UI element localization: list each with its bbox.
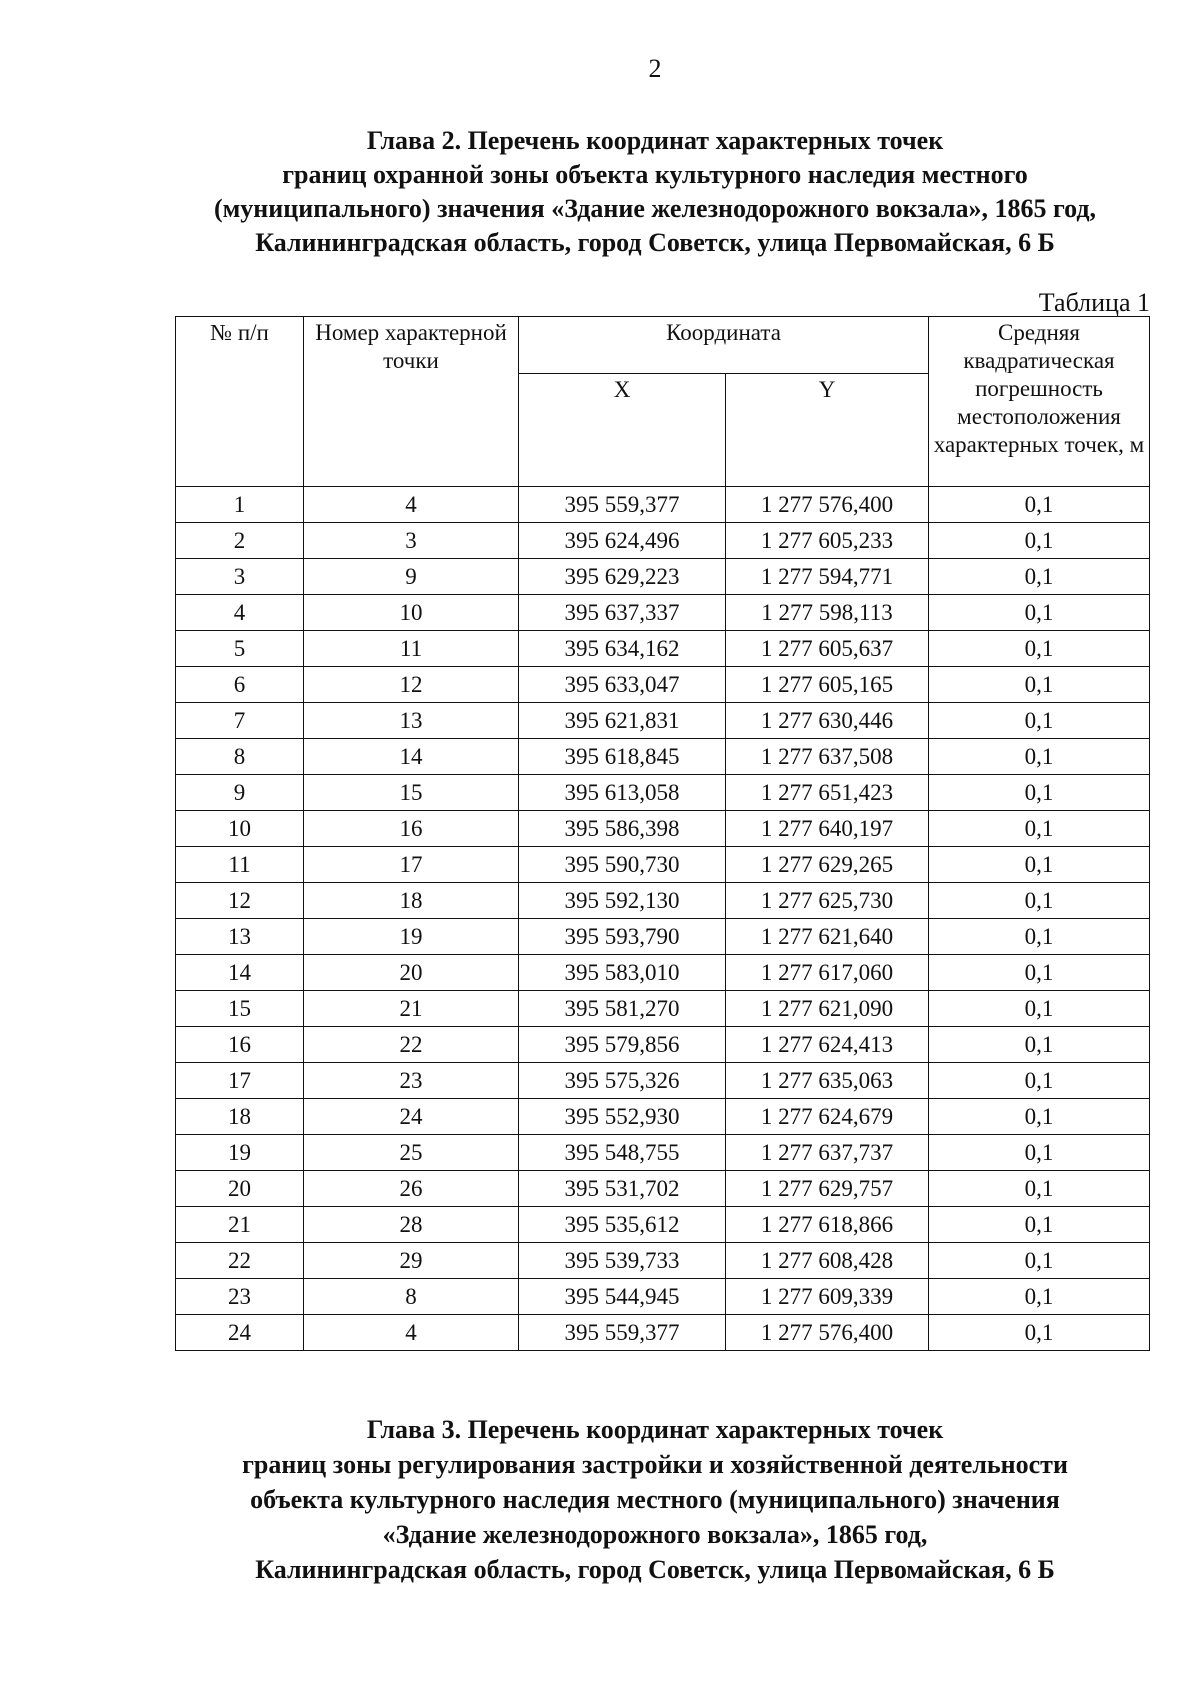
cell-point-number: 29 xyxy=(304,1243,519,1279)
cell-x: 395 629,223 xyxy=(519,559,726,595)
cell-num: 23 xyxy=(176,1279,304,1315)
table-row xyxy=(176,631,1150,667)
chapter-2-heading xyxy=(150,124,1160,260)
cell-error: 0,1 xyxy=(929,739,1150,775)
cell-x: 395 552,930 xyxy=(519,1099,726,1135)
cell-error: 0,1 xyxy=(929,1243,1150,1279)
cell-point-number: 22 xyxy=(304,1027,519,1063)
coordinates-table xyxy=(175,316,1150,1351)
cell-num: 13 xyxy=(176,919,304,955)
cell-num: 16 xyxy=(176,1027,304,1063)
cell-point-number: 12 xyxy=(304,667,519,703)
cell-num: 15 xyxy=(176,991,304,1027)
cell-num: 19 xyxy=(176,1135,304,1171)
cell-point-number: 3 xyxy=(304,523,519,559)
cell-error: 0,1 xyxy=(929,1135,1150,1171)
cell-num: 1 xyxy=(176,487,304,523)
cell-x: 395 559,377 xyxy=(519,487,726,523)
cell-error: 0,1 xyxy=(929,1315,1150,1351)
cell-point-number: 10 xyxy=(304,595,519,631)
cell-error: 0,1 xyxy=(929,991,1150,1027)
table-label: Таблица 1 xyxy=(1038,288,1150,317)
cell-error: 0,1 xyxy=(929,667,1150,703)
cell-num: 24 xyxy=(176,1315,304,1351)
header-y: Y xyxy=(726,374,929,487)
cell-num: 21 xyxy=(176,1207,304,1243)
heading-line: Калининградская область, город Советск, улица Первомайская, 6 Б xyxy=(255,1555,1055,1584)
cell-point-number: 20 xyxy=(304,955,519,991)
table-row xyxy=(176,739,1150,775)
cell-point-number: 4 xyxy=(304,1315,519,1351)
cell-point-number: 14 xyxy=(304,739,519,775)
heading-line: Глава 2. Перечень координат характерных точек xyxy=(366,126,944,155)
cell-x: 395 535,612 xyxy=(519,1207,726,1243)
table-row xyxy=(176,1315,1150,1351)
table-row xyxy=(176,1243,1150,1279)
cell-x: 395 593,790 xyxy=(519,919,726,955)
cell-y: 1 277 608,428 xyxy=(726,1243,929,1279)
cell-error: 0,1 xyxy=(929,595,1150,631)
heading-line: объекта культурного наследия местного (муниципального) значения xyxy=(250,1485,1060,1514)
header-x: X xyxy=(519,374,726,487)
cell-x: 395 613,058 xyxy=(519,775,726,811)
table-row xyxy=(176,523,1150,559)
cell-y: 1 277 629,265 xyxy=(726,847,929,883)
cell-num: 6 xyxy=(176,667,304,703)
cell-x: 395 544,945 xyxy=(519,1279,726,1315)
table-row xyxy=(176,1279,1150,1315)
cell-y: 1 277 637,508 xyxy=(726,739,929,775)
heading-line: Глава 3. Перечень координат характерных точек xyxy=(366,1415,944,1444)
cell-point-number: 26 xyxy=(304,1171,519,1207)
cell-point-number: 28 xyxy=(304,1207,519,1243)
cell-y: 1 277 618,866 xyxy=(726,1207,929,1243)
cell-error: 0,1 xyxy=(929,811,1150,847)
cell-x: 395 592,130 xyxy=(519,883,726,919)
cell-x: 395 539,733 xyxy=(519,1243,726,1279)
cell-point-number: 4 xyxy=(304,487,519,523)
heading-line: границ охранной зоны объекта культурного наследия местного xyxy=(282,160,1028,189)
cell-point-number: 9 xyxy=(304,559,519,595)
cell-error: 0,1 xyxy=(929,703,1150,739)
cell-point-number: 23 xyxy=(304,1063,519,1099)
cell-num: 18 xyxy=(176,1099,304,1135)
cell-point-number: 21 xyxy=(304,991,519,1027)
cell-x: 395 583,010 xyxy=(519,955,726,991)
cell-num: 8 xyxy=(176,739,304,775)
table-row xyxy=(176,1171,1150,1207)
cell-error: 0,1 xyxy=(929,487,1150,523)
cell-error: 0,1 xyxy=(929,631,1150,667)
cell-y: 1 277 617,060 xyxy=(726,955,929,991)
chapter-3-heading xyxy=(150,1412,1160,1587)
table-body xyxy=(176,487,1150,1351)
cell-error: 0,1 xyxy=(929,1063,1150,1099)
cell-x: 395 637,337 xyxy=(519,595,726,631)
cell-num: 5 xyxy=(176,631,304,667)
cell-num: 20 xyxy=(176,1171,304,1207)
cell-y: 1 277 621,640 xyxy=(726,919,929,955)
cell-y: 1 277 629,757 xyxy=(726,1171,929,1207)
cell-y: 1 277 640,197 xyxy=(726,811,929,847)
cell-x: 395 618,845 xyxy=(519,739,726,775)
table-row xyxy=(176,847,1150,883)
header-point-number: Номер характерной точки xyxy=(304,317,519,487)
cell-y: 1 277 609,339 xyxy=(726,1279,929,1315)
cell-num: 4 xyxy=(176,595,304,631)
cell-error: 0,1 xyxy=(929,955,1150,991)
cell-y: 1 277 605,165 xyxy=(726,667,929,703)
table-row xyxy=(176,775,1150,811)
cell-x: 395 581,270 xyxy=(519,991,726,1027)
cell-x: 395 621,831 xyxy=(519,703,726,739)
cell-num: 2 xyxy=(176,523,304,559)
cell-y: 1 277 630,446 xyxy=(726,703,929,739)
cell-y: 1 277 637,737 xyxy=(726,1135,929,1171)
heading-line: (муниципального) значения «Здание железнодорожного вокзала», 1865 год, xyxy=(213,194,1097,223)
header-coordinate: Координата xyxy=(519,317,929,374)
cell-point-number: 24 xyxy=(304,1099,519,1135)
cell-x: 395 575,326 xyxy=(519,1063,726,1099)
header-error-text: Средняя квадратическая погрешность местоположения характерных точек, м xyxy=(933,320,1145,457)
cell-point-number: 18 xyxy=(304,883,519,919)
cell-x: 395 548,755 xyxy=(519,1135,726,1171)
table-row xyxy=(176,955,1150,991)
cell-y: 1 277 598,113 xyxy=(726,595,929,631)
cell-point-number: 8 xyxy=(304,1279,519,1315)
table-row xyxy=(176,1135,1150,1171)
heading-line: Калининградская область, город Советск, улица Первомайская, 6 Б xyxy=(255,228,1055,257)
table-row xyxy=(176,811,1150,847)
cell-y: 1 277 635,063 xyxy=(726,1063,929,1099)
heading-line: границ зоны регулирования застройки и хозяйственной деятельности xyxy=(242,1450,1068,1479)
cell-y: 1 277 605,233 xyxy=(726,523,929,559)
cell-num: 11 xyxy=(176,847,304,883)
table-row xyxy=(176,991,1150,1027)
page-number: 2 xyxy=(648,54,662,83)
table-row xyxy=(176,667,1150,703)
cell-y: 1 277 594,771 xyxy=(726,559,929,595)
cell-num: 14 xyxy=(176,955,304,991)
header-num: № п/п xyxy=(176,317,304,487)
cell-x: 395 531,702 xyxy=(519,1171,726,1207)
table-row xyxy=(176,919,1150,955)
table-row xyxy=(176,1099,1150,1135)
cell-point-number: 13 xyxy=(304,703,519,739)
cell-y: 1 277 624,413 xyxy=(726,1027,929,1063)
cell-error: 0,1 xyxy=(929,919,1150,955)
cell-num: 9 xyxy=(176,775,304,811)
cell-num: 22 xyxy=(176,1243,304,1279)
cell-point-number: 25 xyxy=(304,1135,519,1171)
table-row xyxy=(176,1063,1150,1099)
cell-y: 1 277 605,637 xyxy=(726,631,929,667)
cell-error: 0,1 xyxy=(929,775,1150,811)
cell-error: 0,1 xyxy=(929,1171,1150,1207)
cell-num: 3 xyxy=(176,559,304,595)
cell-y: 1 277 576,400 xyxy=(726,487,929,523)
cell-num: 7 xyxy=(176,703,304,739)
cell-x: 395 634,162 xyxy=(519,631,726,667)
cell-point-number: 17 xyxy=(304,847,519,883)
cell-y: 1 277 625,730 xyxy=(726,883,929,919)
cell-y: 1 277 576,400 xyxy=(726,1315,929,1351)
heading-line: «Здание железнодорожного вокзала», 1865 год, xyxy=(382,1520,928,1549)
cell-error: 0,1 xyxy=(929,1207,1150,1243)
cell-num: 17 xyxy=(176,1063,304,1099)
table-row xyxy=(176,1207,1150,1243)
table-row xyxy=(176,1027,1150,1063)
cell-error: 0,1 xyxy=(929,559,1150,595)
cell-point-number: 19 xyxy=(304,919,519,955)
cell-error: 0,1 xyxy=(929,1027,1150,1063)
cell-point-number: 15 xyxy=(304,775,519,811)
table-row xyxy=(176,883,1150,919)
cell-error: 0,1 xyxy=(929,883,1150,919)
cell-x: 395 579,856 xyxy=(519,1027,726,1063)
cell-x: 395 624,496 xyxy=(519,523,726,559)
cell-x: 395 559,377 xyxy=(519,1315,726,1351)
cell-y: 1 277 624,679 xyxy=(726,1099,929,1135)
table-row xyxy=(176,559,1150,595)
cell-y: 1 277 621,090 xyxy=(726,991,929,1027)
table-row xyxy=(176,487,1150,523)
cell-point-number: 16 xyxy=(304,811,519,847)
table-row xyxy=(176,703,1150,739)
cell-error: 0,1 xyxy=(929,1099,1150,1135)
cell-point-number: 11 xyxy=(304,631,519,667)
cell-y: 1 277 651,423 xyxy=(726,775,929,811)
table-row xyxy=(176,595,1150,631)
header-error xyxy=(929,317,1150,487)
cell-num: 12 xyxy=(176,883,304,919)
cell-error: 0,1 xyxy=(929,847,1150,883)
cell-x: 395 633,047 xyxy=(519,667,726,703)
cell-error: 0,1 xyxy=(929,523,1150,559)
cell-x: 395 590,730 xyxy=(519,847,726,883)
cell-num: 10 xyxy=(176,811,304,847)
cell-error: 0,1 xyxy=(929,1279,1150,1315)
cell-x: 395 586,398 xyxy=(519,811,726,847)
